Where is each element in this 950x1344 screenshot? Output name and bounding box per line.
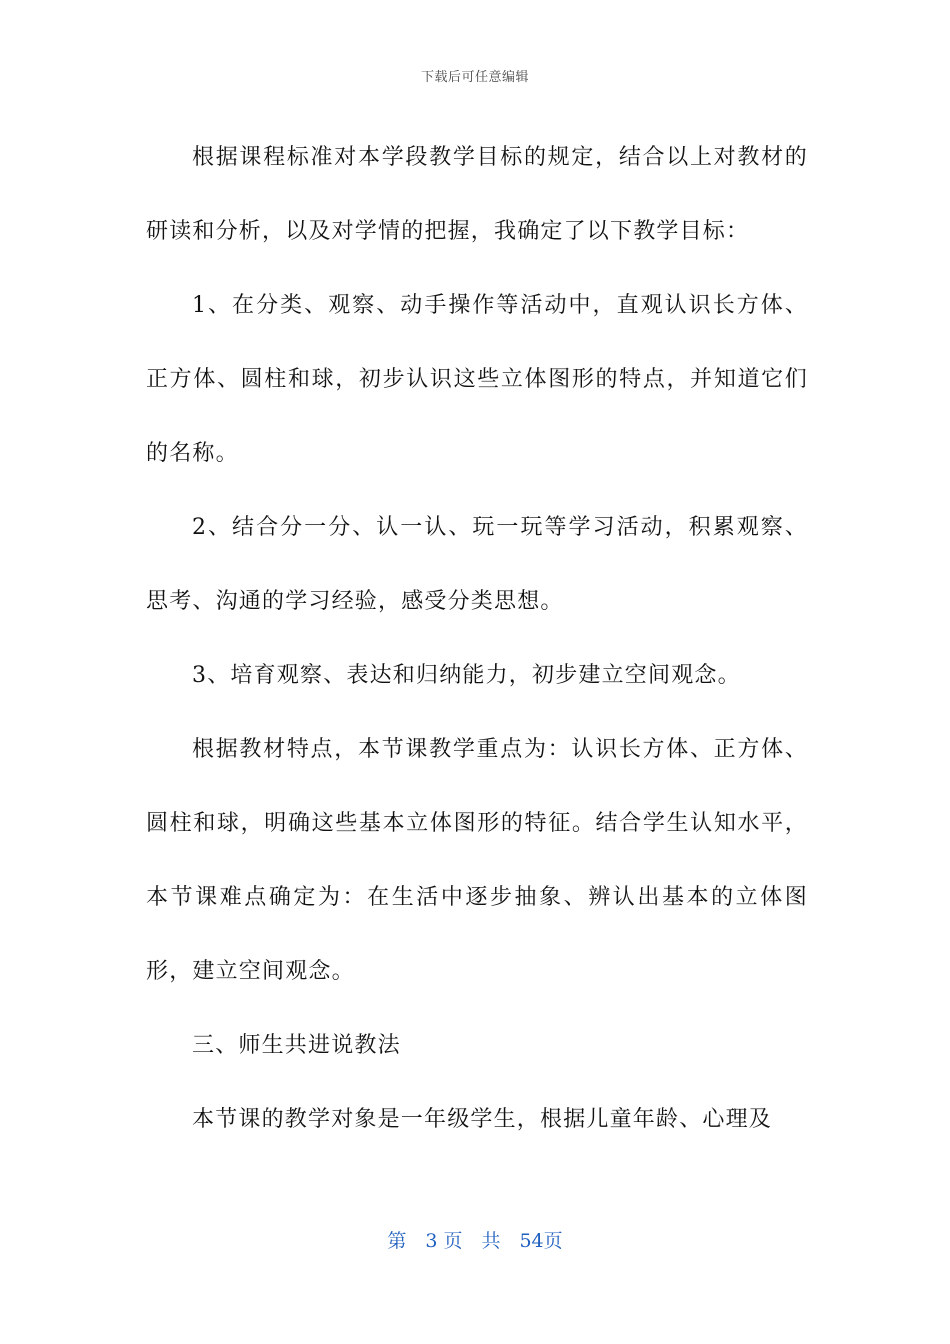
section-heading-teaching-method: 三、师生共进说教法 bbox=[192, 1033, 401, 1058]
paragraph-objective-2: 2、结合分一分、认一认、玩一玩等学习活动，积累观察、思考、沟通的学习经验，感受分类思想。 bbox=[146, 515, 808, 614]
page-number-footer: 第 3 页 共 54页 bbox=[387, 1230, 563, 1252]
paragraph-key-points: 根据教材特点，本节课教学重点为：认识长方体、正方体、圆柱和球，明确这些基本立体图形的特征。结合学生认知水平，本节课难点确定为：在生活中逐步抽象、辨认出基本的立体图形，建立空间观念。 bbox=[146, 737, 808, 984]
paragraph-objectives-intro: 根据课程标准对本学段教学目标的规定，结合以上对教材的研读和分析，以及对学情的把握，我确定了以下教学目标： bbox=[146, 145, 808, 244]
paragraph-objective-1: 1、在分类、观察、动手操作等活动中，直观认识长方体、正方体、圆柱和球，初步认识这些立体图形的特点，并知道它们的名称。 bbox=[146, 293, 808, 466]
paragraph-objective-3: 3、培育观察、表达和归纳能力，初步建立空间观念。 bbox=[192, 663, 741, 688]
document-body bbox=[146, 121, 808, 1157]
page-header-watermark: 下载后可任意编辑 bbox=[420, 70, 529, 85]
paragraph-teaching-target: 本节课的教学对象是一年级学生，根据儿童年龄、心理及 bbox=[192, 1107, 773, 1132]
